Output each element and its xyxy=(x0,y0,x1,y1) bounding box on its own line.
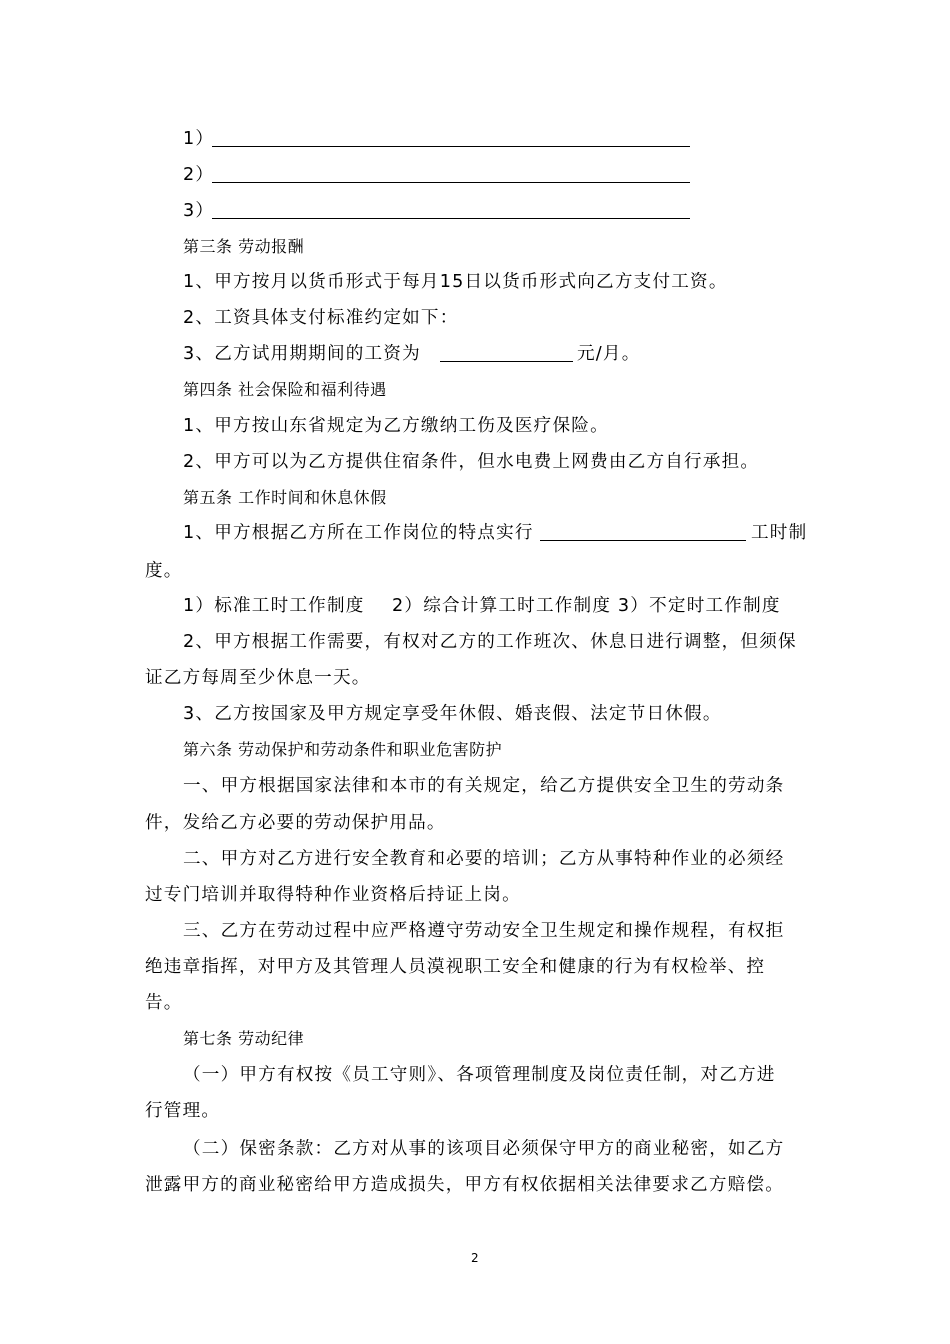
article-5-line-2b: 证乙方每周至少休息一天。 xyxy=(145,668,371,688)
work-hour-option-1: 1）标准工时工作制度 xyxy=(183,596,365,616)
item-2-label: 2） xyxy=(183,165,215,185)
article-5-line-3: 3、乙方按国家及甲方规定享受年休假、婚丧假、法定节日休假。 xyxy=(183,704,722,724)
page-number: 2 xyxy=(471,1251,479,1265)
article-7-para-2a: （二）保密条款：乙方对从事的该项目必须保守甲方的商业秘密，如乙方 xyxy=(183,1139,785,1159)
article-6-para-3c: 告。 xyxy=(145,993,183,1013)
article-7-para-1a: （一）甲方有权按《员工守则》、各项管理制度及岗位责任制，对乙方进 xyxy=(183,1065,776,1085)
article-6-para-3a: 三、乙方在劳动过程中应严格遵守劳动安全卫生规定和操作规程，有权拒 xyxy=(183,921,785,941)
probation-wage-blank-line xyxy=(440,361,573,362)
item-1-label: 1） xyxy=(183,129,215,149)
article-3-title: 第三条 劳动报酬 xyxy=(183,237,305,256)
article-6-para-3b: 绝违章指挥，对甲方及其管理人员漠视职工安全和健康的行为有权检举、控 xyxy=(145,957,766,977)
article-3-line-1: 1、甲方按月以货币形式于每月15日以货币形式向乙方支付工资。 xyxy=(183,272,728,292)
article-3-line-2: 2、工资具体支付标准约定如下： xyxy=(183,308,459,328)
article-7-para-2b: 泄露甲方的商业秘密给甲方造成损失，甲方有权依据相关法律要求乙方赔偿。 xyxy=(145,1175,784,1195)
work-hour-system-blank-line xyxy=(540,540,746,541)
item-3-label: 3） xyxy=(183,201,215,221)
article-3-line-3-prefix: 3、乙方试用期期间的工资为 xyxy=(183,344,421,364)
article-4-line-2: 2、甲方可以为乙方提供住宿条件，但水电费上网费由乙方自行承担。 xyxy=(183,452,760,472)
article-5-line-1-prefix: 1、甲方根据乙方所在工作岗位的特点实行 xyxy=(183,523,534,543)
article-7-para-1b: 行管理。 xyxy=(145,1101,221,1121)
article-6-para-1b: 件，发给乙方必要的劳动保护用品。 xyxy=(145,813,446,833)
article-5-title: 第五条 工作时间和休息休假 xyxy=(183,488,387,507)
article-4-title: 第四条 社会保险和福利待遇 xyxy=(183,380,387,399)
article-6-para-2b: 过专门培训并取得特种作业资格后持证上岗。 xyxy=(145,885,521,905)
item-1-blank-line xyxy=(212,146,690,147)
article-6-title: 第六条 劳动保护和劳动条件和职业危害防护 xyxy=(183,740,503,759)
article-7-title: 第七条 劳动纪律 xyxy=(183,1029,305,1048)
article-5-line-2a: 2、甲方根据工作需要，有权对乙方的工作班次、休息日进行调整，但须保 xyxy=(183,632,797,652)
article-3-line-3-suffix: 元/月。 xyxy=(577,344,641,364)
article-6-para-1a: 一、甲方根据国家法律和本市的有关规定，给乙方提供安全卫生的劳动条 xyxy=(183,776,785,796)
item-3-blank-line xyxy=(212,218,690,219)
work-hour-options-2-3: 2）综合计算工时工作制度 3）不定时工作制度 xyxy=(392,596,781,616)
item-2-blank-line xyxy=(212,182,690,183)
article-6-para-2a: 二、甲方对乙方进行安全教育和必要的培训；乙方从事特种作业的必须经 xyxy=(183,849,785,869)
article-5-line-1-suffix: 工时制 xyxy=(751,523,808,543)
article-5-line-1-cont: 度。 xyxy=(145,561,183,581)
article-4-line-1: 1、甲方按山东省规定为乙方缴纳工伤及医疗保险。 xyxy=(183,416,609,436)
